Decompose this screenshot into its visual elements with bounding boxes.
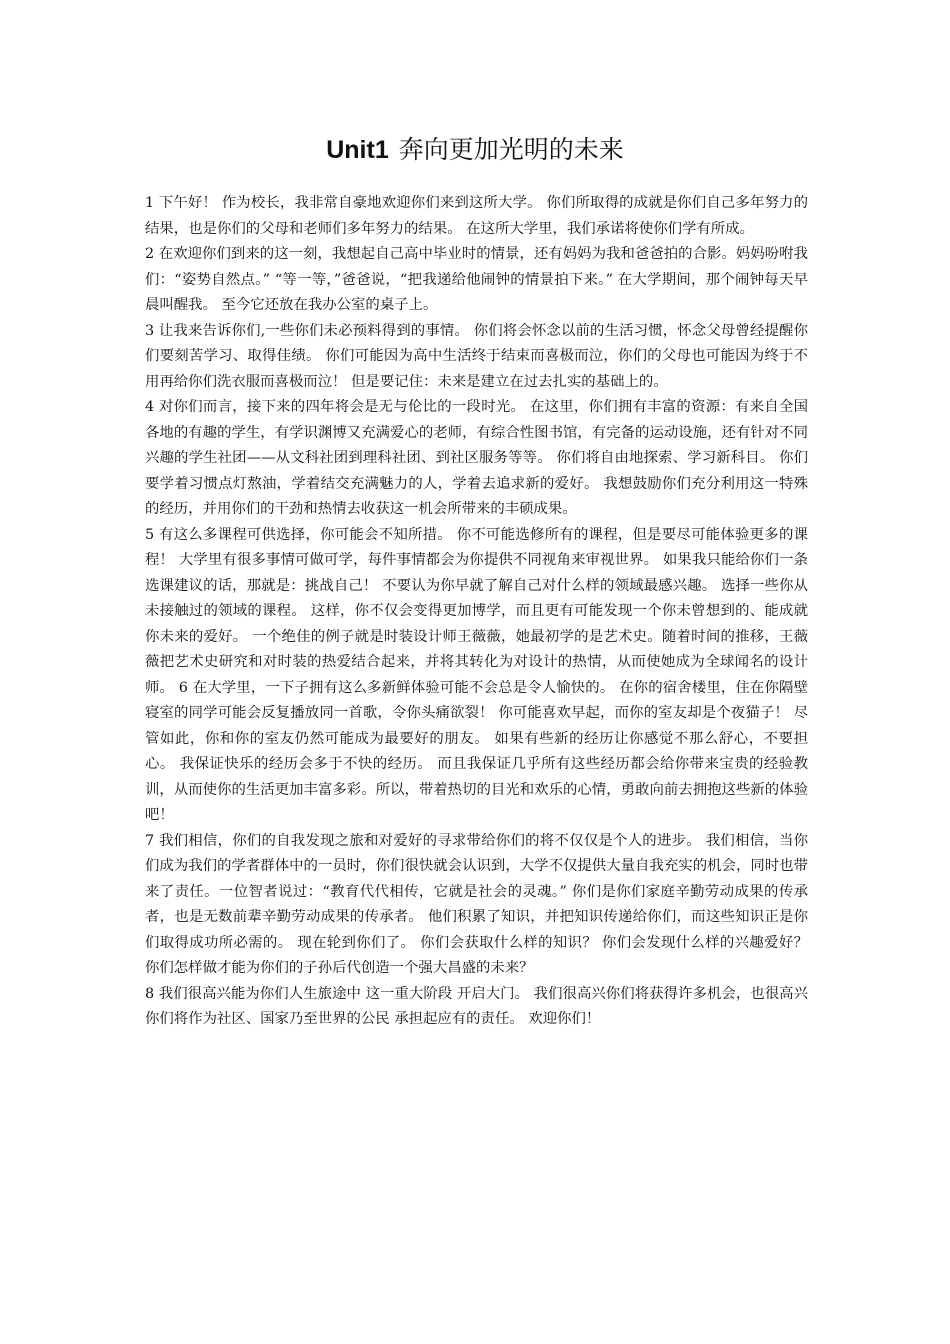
title-unit-label: Unit1: [326, 136, 389, 164]
document-title: [0, 132, 950, 168]
document-body: [145, 191, 808, 1033]
paragraph-8: 8 我们很高兴能为你们人生旅途中 这一重大阶段 开启大门。 我们很高兴你们将获得许多机会，也很高兴你们将作为社区、国家乃至世界的公民 承担起应有的责任。 欢迎你们！: [145, 985, 808, 1027]
paragraph-2: 2 在欢迎你们到来的这一刻，我想起自己高中毕业时的情景，还有妈妈为我和爸爸拍的合影。妈妈吩咐我们：“姿势自然点。” “等一等，”爸爸说，“把我递给他闹钟的情景拍下来。” 在大学期间，那个闹钟每天早晨叫醒我。 至今它还放在我办公室的桌子上。: [145, 246, 808, 313]
paragraph-4: 4 对你们而言，接下来的四年将会是无与伦比的一段时光。 在这里，你们拥有丰富的资源：有来自全国各地的有趣的学生，有学识渊博又充满爱心的老师，有综合性图书馆，有完备的运动设施，还有针对不同兴趣的学生社团——从文科社团到理科社团、到社区服务等等。 你们将自由地探索、学习新科目。 你们要学着习惯点灯熬油，学着结交充满魅力的人，学着去追求新的爱好。 我想鼓励你们充分利用这一特殊的经历，并用你们的干劲和热情去收获这一机会所带来的丰硕成果。: [145, 399, 808, 517]
paragraph-5: 5 有这么多课程可供选择，你可能会不知所措。 你不可能选修所有的课程，但是要尽可能体验更多的课程！ 大学里有很多事情可做可学，每件事情都会为你提供不同视角来审视世界。 如果我只能给你们一条选课建议的话，那就是：挑战自己！ 不要认为你早就了解自己对什么样的领域最感兴趣。 选择一些你从未接触过的领域的课程。 这样，你不仅会变得更加博学，而且更有可能发现一个你未曾想到的、能成就你未来的爱好。 一个绝佳的例子就是时装设计师王薇薇，她最初学的是艺术史。随着时间的推移，王薇薇把艺术史研究和对时装的热爱结合起来，并将其转化为对设计的热情，从而使她成为全球闻名的设计师。 6 在大学里，一下子拥有这么多新鲜体验可能不会总是令人愉快的。 在你的宿舍楼里，住在你隔壁寝室的同学可能会反复播放同一首歌，令你头痛欲裂！ 你可能喜欢早起，而你的室友却是个夜猫子！ 尽管如此，你和你的室友仍然可能成为最要好的朋友。 如果有些新的经历让你感觉不那么舒心，不要担心。 我保证快乐的经历会多于不快的经历。 而且我保证几乎所有这些经历都会给你带来宝贵的经验教训，从而使你的生活更加丰富多彩。所以，带着热切的目光和欢乐的心情，勇敢向前去拥抱这些新的体验吧！: [145, 526, 808, 823]
paragraph-3: 3 让我来告诉你们,一些你们未必预料得到的事情。 你们将会怀念以前的生活习惯，怀念父母曾经提醒你们要刻苦学习、取得佳绩。 你们可能因为高中生活终于结束而喜极而泣，你们的父母也可能因为终于不用再给你们洗衣服而喜极而泣！ 但是要记住：未来是建立在过去扎实的基础上的。: [145, 322, 808, 390]
title-text: 奔向更加光明的未来: [398, 135, 624, 164]
paragraph-7: 7 我们相信，你们的自我发现之旅和对爱好的寻求带给你们的将不仅仅是个人的进步。 我们相信，当你们成为我们的学者群体中的一员时，你们很快就会认识到，大学不仅提供大量自我充实的机会，同时也带来了责任。一位智者说过：“教育代代相传，它就是社会的灵魂。” 你们是你们家庭辛勤劳动成果的传承者，也是无数前辈辛勤劳动成果的传承者。 他们积累了知识，并把知识传递给你们，而这些知识正是你们取得成功所必需的。 现在轮到你们了。 你们会获取什么样的知识？ 你们会发现什么样的兴趣爱好？ 你们怎样做才能为你们的子孙后代创造一个强大昌盛的未来？: [145, 832, 808, 976]
paragraph-1: 1 下午好！ 作为校长，我非常自豪地欢迎你们来到这所大学。 你们所取得的成就是你们自己多年努力的结果，也是你们的父母和老师们多年努力的结果。 在这所大学里，我们承诺将使你们学有所成。: [145, 195, 808, 237]
